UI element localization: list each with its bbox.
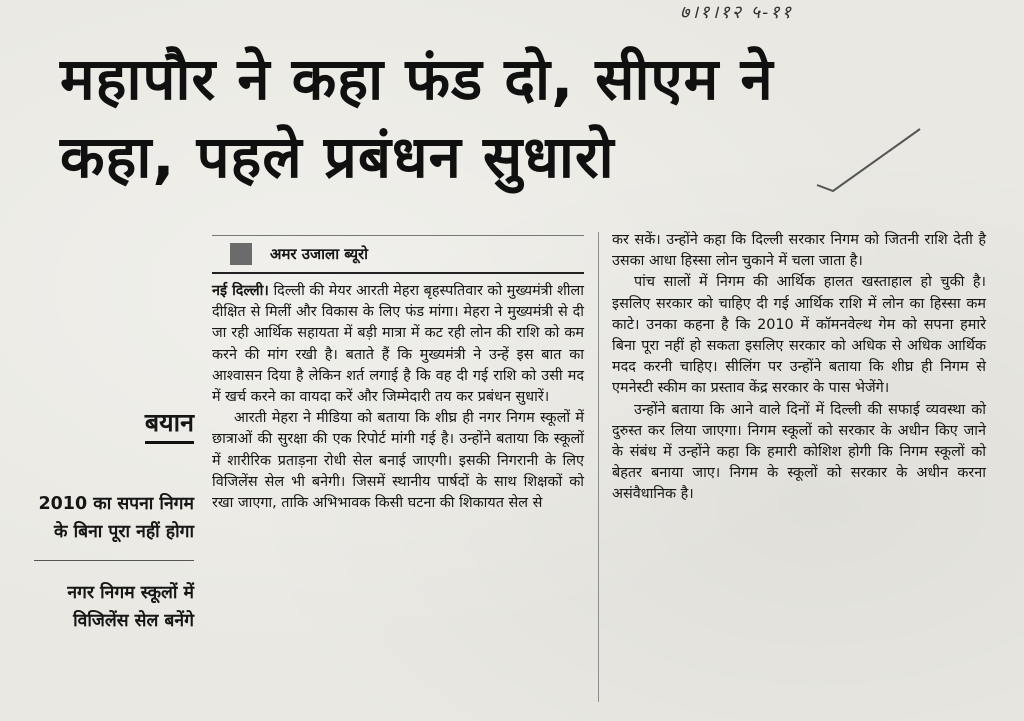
byline-text: अमर उजाला ब्यूरो: [270, 245, 369, 263]
article-column-2: [612, 230, 986, 506]
paragraph: [212, 281, 584, 408]
paragraph: आरती मेहरा ने मीडिया को बताया कि शीघ्र ही नगर निगम स्कूलों में छात्राओं की सुरक्षा की एक रिपोर्ट मांगी गई है। उन्होंने बताया कि स्कूलों में शारीरिक प्रताड़ना रोधी सेल बनाई जाएगी। इसकी निगरानी के लिए विजिलेंस सेल भी बनेगी। जिसमें स्थानीय पार्षदों के साथ शिक्षकों को रखा जाएगा, ताकि अभिभावक किसी घटना की शिकायत सेल से: [212, 410, 584, 512]
handwritten-date-note: ७।१।१२ ५-११: [680, 2, 793, 23]
paragraph: कर सकें। उन्होंने कहा कि दिल्ली सरकार निगम को जितनी राशि देती है उसका आधा हिस्सा लोन चुकाने में चला जाता है।: [612, 232, 986, 270]
paragraph: पांच सालों में निगम की आर्थिक हालत खस्ताहाल हो चुकी है। इसलिए सरकार को चाहिए दी गई आर्थिक राशि में लोन का हिस्सा कम काटे। उनका कहना है कि 2010 में कॉमनवेल्थ गेम को सपना हमारे बिना पूरा नहीं हो सकता इसलिए सरकार को अधिक से अधिक आर्थिक मदद करनी चाहिए। सीलिंग पर उन्होंने बताया कि शीघ्र ही निगम से एमनेस्टी स्कीम का प्रस्ताव केंद्र सरकार के पास भेजेंगे।: [612, 274, 986, 397]
article-column-1: [212, 281, 584, 514]
column-divider: [598, 232, 599, 702]
sidebar-item-2: नगर निगम स्कूलों में विजिलेंस सेल बनेंगे: [67, 583, 194, 631]
statement-sidebar: [22, 405, 194, 635]
headline-line-2: कहा, पहले प्रबंधन सुधारो: [60, 123, 615, 191]
paragraph-text: दिल्ली की मेयर आरती मेहरा बृहस्पतिवार को मुख्यमंत्री शीला दीक्षित से मिलीं और विकास के लिए फंड मांगा। मेहरा ने मुख्यमंत्री से दी जा रही आर्थिक सहायता में बड़ी मात्रा में कट रही लोन की राशि को कम करने की मांग रखी है। बताते हैं कि मुख्यमंत्री ने उन्हें इस बात का आश्वासन दिया है लेकिन शर्त लगाई है कि वह दी गई राशि को उसी मद में खर्च करने का वायदा करें और जिम्मेदारी तय कर प्रबंधन सुधारें।: [212, 283, 585, 406]
pen-tick-mark-icon: [815, 125, 925, 195]
sidebar-item-1: 2010 का सपना निगम के बिना पूरा नहीं होगा: [38, 494, 194, 542]
sidebar-divider: [34, 560, 194, 561]
byline: [212, 235, 584, 274]
dateline: नई दिल्ली।: [212, 283, 269, 299]
byline-square-icon: [230, 243, 252, 265]
paragraph: उन्होंने बताया कि आने वाले दिनों में दिल्ली की सफाई व्यवस्था को दुरुस्त कर लिया जाएगा। निगम स्कूलों को सरकार के अधीन किए जाने के संबंध में उन्होंने कहा कि हमारी कोशिश होगी कि निगम स्कूलों को बेहतर बनाया जाए। निगम के स्कूलों को सरकार के अधीन करना असंवैधानिक है।: [612, 401, 986, 503]
headline-line-1: महापौर ने कहा फंड दो, सीएम ने: [60, 45, 774, 113]
sidebar-heading: बयान: [145, 405, 194, 444]
